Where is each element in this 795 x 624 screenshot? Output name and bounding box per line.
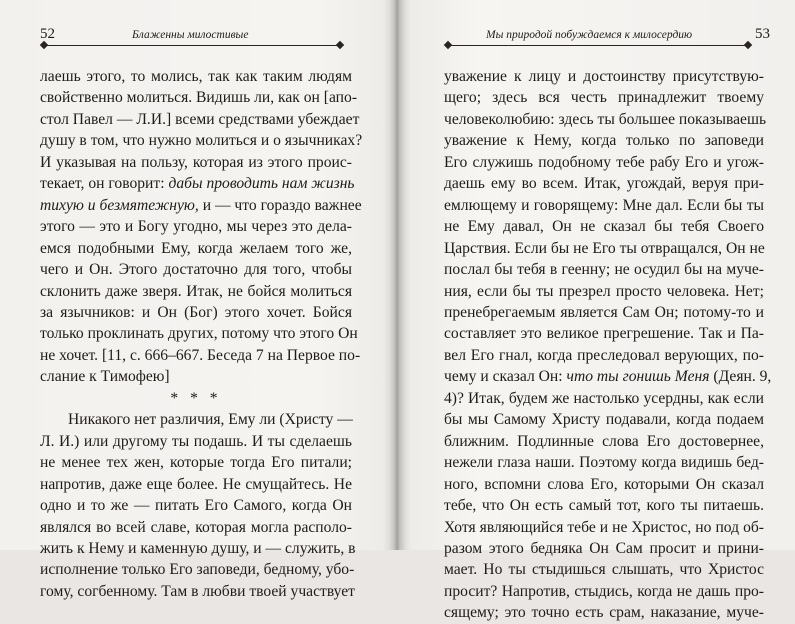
right-page — [408, 0, 795, 622]
text-run: не хочет. [11, с. 666–667. Беседа 7 на Первое по- — [40, 346, 361, 364]
text-run: чему и сказал Он: — [444, 368, 567, 386]
text-run: стол Павел — Л.И.] всеми средствами убеждает — [40, 110, 360, 128]
text-run: Царствия. Если бы не Его ты отвращался, Он не — [444, 239, 765, 257]
right-page-number: 53 — [755, 26, 770, 42]
text-run: * * * — [170, 389, 222, 407]
text-line — [444, 130, 764, 151]
text-line — [40, 495, 352, 516]
text-line — [444, 431, 764, 452]
text-line — [40, 431, 352, 452]
left-page-text — [40, 66, 363, 602]
text-line — [444, 259, 764, 280]
text-line — [444, 238, 764, 259]
text-run: нежели глаза наши. Поэтому когда видишь бед- — [444, 454, 764, 472]
text-line — [444, 538, 764, 559]
text-line — [444, 517, 764, 538]
text-line — [40, 281, 352, 302]
text-run: ного, вспомни слова Его, которыми Он сказал — [444, 475, 764, 493]
left-header-rule — [44, 45, 340, 46]
text-run: текает, он говорит: — [40, 175, 169, 193]
text-line — [444, 388, 764, 409]
text-run: только проклинать других, потому что этого Он — [40, 325, 358, 343]
text-run: (Деян. 9, — [709, 368, 772, 386]
text-run: уважение к лицу и достоинству присутствую- — [444, 68, 764, 85]
text-line — [444, 302, 764, 323]
text-line — [444, 581, 764, 602]
text-run: ния, если бы ты презрел просто человека. Нет; — [444, 282, 764, 300]
text-line — [444, 323, 764, 344]
section-divider — [40, 388, 352, 409]
text-run: Л. И.) или другому ты подашь. И ты сделаешь — [40, 432, 352, 450]
left-page-header — [40, 20, 358, 44]
text-line — [40, 259, 352, 280]
text-run: уважение к Нему, когда только по заповеди — [444, 132, 764, 150]
text-run: тебе, что Он есть самый тот, кого ты питаешь. — [444, 497, 764, 515]
text-line — [40, 130, 363, 151]
text-run: за язычников: и Он (Бог) этого хочет. Бойся — [40, 303, 352, 321]
text-run: этого — это и Богу угодно, мы через это дела- — [40, 218, 352, 236]
text-line — [444, 602, 764, 623]
text-run: одно и то же — питать Его Самого, когда Он — [40, 497, 352, 515]
text-line — [444, 366, 772, 387]
right-page-text — [444, 66, 772, 624]
right-page-header — [444, 20, 770, 44]
text-line — [40, 238, 352, 259]
left-page-number: 52 — [40, 26, 55, 42]
text-run: Хотя являющийся тебе и не Христос, но под об- — [444, 518, 764, 536]
text-line — [444, 495, 764, 516]
text-run: слание к Тимофею] — [40, 368, 170, 386]
text-line — [444, 87, 764, 108]
text-line — [40, 366, 352, 387]
text-line — [40, 559, 355, 580]
text-run: бы мы Самому Христу подавали, когда подаем — [444, 411, 764, 429]
text-line — [444, 281, 764, 302]
text-line — [444, 452, 764, 473]
text-run: склонить даже зверя. Итак, не бойся молиться — [40, 282, 352, 300]
text-line — [40, 323, 358, 344]
text-run: свойственно молиться. Видишь ли, как он [апо- — [40, 89, 358, 107]
text-run: человеколюбию: здесь ты большее показываешь — [444, 110, 767, 128]
left-page — [0, 0, 388, 600]
text-line — [444, 474, 764, 495]
italic-quote: что ты гонишь Меня — [566, 368, 710, 386]
text-line — [444, 559, 764, 580]
text-run: разом этого бедняка Он Сам просит и прини- — [444, 539, 764, 557]
text-run: ближним. Подлинные слова Его достовернее, — [444, 432, 764, 450]
text-line — [40, 302, 352, 323]
text-run: чего и Он. Этого достаточно для того, чтобы — [40, 261, 352, 279]
italic-quote: дабы проводить нам жизнь — [168, 175, 355, 193]
text-run: являлся во всей славе, которая могла располо- — [40, 518, 352, 536]
text-run: исполнение только Его заповеди, бедному, убо- — [40, 561, 355, 579]
text-run: послал бы тебя в геенну; не осудил бы на муче- — [444, 261, 764, 279]
text-line — [40, 216, 352, 237]
text-line — [40, 66, 352, 87]
text-run: мает. Но ты стыдишься слышать, что Христос — [444, 561, 764, 579]
text-run: щего; здесь вся честь принадлежит твоему — [444, 89, 764, 107]
text-line — [40, 517, 352, 538]
text-line — [40, 474, 352, 495]
text-line — [444, 109, 767, 130]
left-running-head: Блаженны милостивые — [132, 29, 249, 41]
text-run: не менее тех жен, которые тогда Его питали; — [40, 454, 352, 472]
text-line — [444, 66, 764, 87]
text-run: И указывая на пользу, которая из этого проис- — [40, 153, 352, 171]
text-run: сящему; это точно есть срам, наказание, муче- — [444, 604, 764, 622]
right-running-head: Мы природой побуждаемся к милосердию — [486, 29, 693, 41]
right-header-rule — [448, 45, 748, 46]
text-run: напротив, даже еще более. Не смущайтесь. Не — [40, 475, 352, 493]
text-run: душу в том, что нужно молиться и о язычниках? — [40, 132, 363, 150]
italic-quote: тихую и безмятежную, — [40, 196, 199, 214]
text-line — [444, 345, 764, 366]
text-run: составляет это великое прегрешение. Так и Па- — [444, 325, 764, 343]
text-run: Его служишь подобному тебе рабу Его и угож- — [444, 153, 764, 171]
text-line — [444, 195, 764, 216]
text-line — [40, 109, 360, 130]
text-line — [40, 452, 352, 473]
text-line — [40, 152, 352, 173]
text-run: и — что гораздо важнее — [198, 196, 362, 214]
text-run: гому, согбенному. Там в любви твоей участвует — [40, 582, 355, 600]
text-run: просит? Напротив, стыдись, когда не дашь про- — [444, 582, 764, 600]
text-run: лаешь этого, то молись, так как таким людям — [40, 68, 352, 85]
text-run: Никакого нет различия, Ему ли (Христу — — [68, 411, 353, 429]
text-run: даешь ему во всем. Итак, угождай, веруя при- — [444, 175, 764, 193]
text-line — [444, 216, 764, 237]
text-line — [444, 173, 764, 194]
text-line — [40, 87, 358, 108]
text-line — [40, 173, 355, 194]
text-line — [40, 409, 352, 430]
text-line — [40, 195, 362, 216]
text-run: емлющему и говорящему: Мне дал. Если бы ты — [444, 196, 764, 214]
text-line — [40, 345, 361, 366]
text-line — [40, 538, 356, 559]
text-line — [40, 581, 355, 602]
text-run: емся подобными Ему, когда желаем того же, — [40, 239, 352, 257]
text-line — [444, 409, 764, 430]
text-run: пренебрегаемым является Сам Он; потому-то и — [444, 303, 764, 321]
text-line — [444, 152, 764, 173]
text-run: жить к Нему и каменную душу, и — служить, в — [40, 539, 356, 557]
text-run: 4)? Итак, будем же настолько усердны, как если — [444, 389, 764, 407]
text-run: не Ему давал, Он не сказал бы тебя Своего — [444, 218, 764, 236]
text-run: вел Его гнал, когда преследовал верующих, по- — [444, 346, 764, 364]
